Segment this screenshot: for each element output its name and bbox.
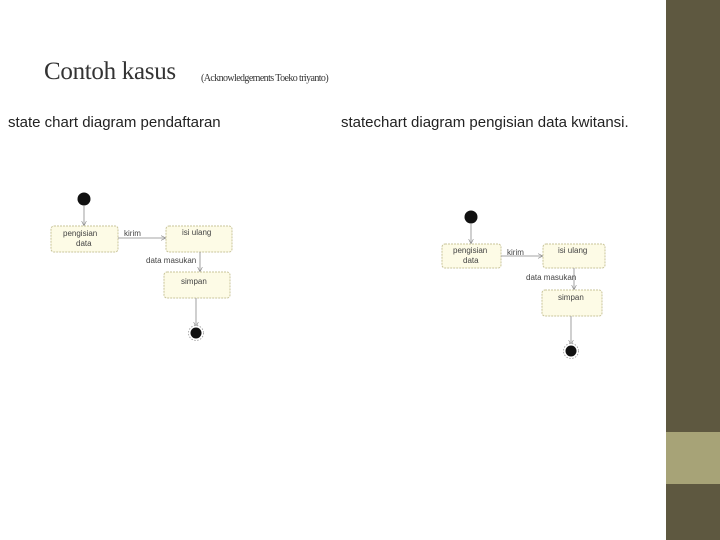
state-label: isi ulang xyxy=(182,228,212,237)
caption-left: state chart diagram pendaftaran xyxy=(8,114,221,131)
state-label: isi ulang xyxy=(558,246,588,255)
initial-state xyxy=(78,193,91,206)
state-label: pengisian xyxy=(63,229,98,238)
state-label: simpan xyxy=(181,277,207,286)
final-state xyxy=(566,346,577,357)
transition-label: kirim xyxy=(507,248,524,257)
state-label: simpan xyxy=(558,293,584,302)
transition-label: data masukan xyxy=(146,256,197,265)
diagram-left xyxy=(51,193,232,341)
state-label: pengisian xyxy=(453,246,488,255)
state-label: data xyxy=(76,239,92,248)
diagram-right xyxy=(442,211,605,359)
final-state xyxy=(191,328,202,339)
transition-label: kirim xyxy=(124,229,141,238)
title-acknowledgement: (Acknowledgements Toeko triyanto) xyxy=(201,73,329,84)
caption-right: statechart diagram pengisian data kwitansi. xyxy=(341,114,629,131)
slide-title: Contoh kasus xyxy=(44,58,176,85)
transition-label: data masukan xyxy=(526,273,577,282)
initial-state xyxy=(465,211,478,224)
state-label: data xyxy=(463,256,479,265)
